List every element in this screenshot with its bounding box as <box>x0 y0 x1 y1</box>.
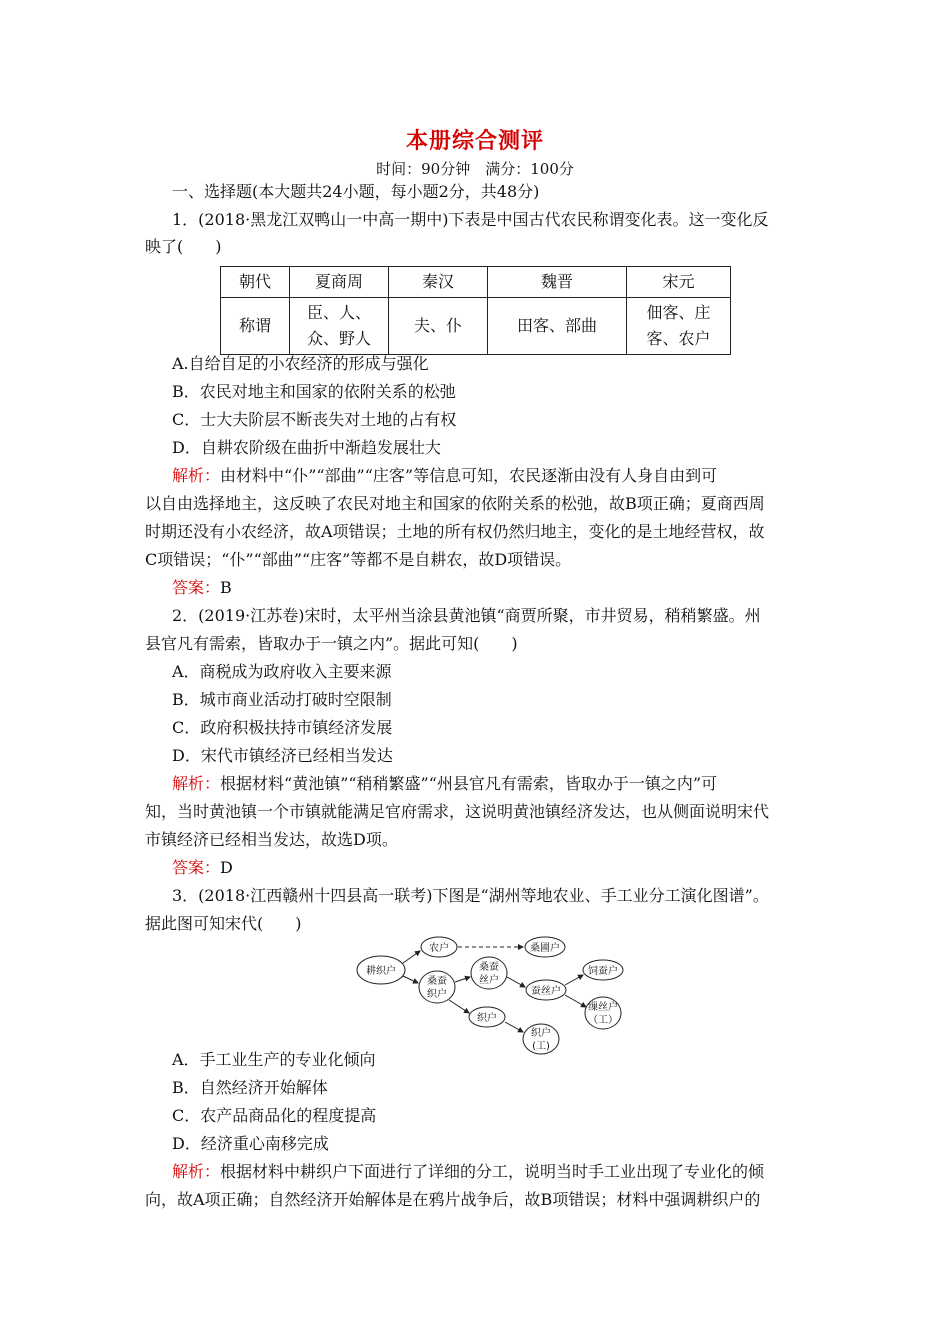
node-label: 织户 <box>477 1013 497 1024</box>
edge <box>403 976 418 983</box>
q2-option-d: D．宋代市镇经济已经相当发达 <box>172 746 393 765</box>
node-label: 桑圃户 <box>530 943 560 954</box>
q3-option-a: A．手工业生产的专业化倾向 <box>172 1050 376 1069</box>
cell-line: 臣、人、 <box>306 303 371 322</box>
node-label: 桑蚕 <box>427 976 447 987</box>
table-cell: 夫、仆 <box>389 298 488 355</box>
q1-option-b: B．农民对地主和国家的依附关系的松弛 <box>172 382 456 401</box>
answer-label: 答案： <box>172 858 221 877</box>
analysis-label: 解析： <box>172 1162 221 1181</box>
q1-stem-line2: 映了( ) <box>145 237 222 256</box>
q2-option-a: A．商税成为政府收入主要来源 <box>172 662 392 681</box>
table-row <box>221 298 731 355</box>
table-cell <box>290 298 389 355</box>
q3-analysis-line1 <box>172 1161 764 1183</box>
node-label: （工） <box>588 1015 618 1026</box>
node-label: 蚕丝户 <box>531 986 561 997</box>
q1-option-a: A.自给自足的小农经济的形成与强化 <box>172 354 429 373</box>
page-title: 本册综合测评 <box>405 128 544 154</box>
node-label: 织户 <box>531 1028 551 1039</box>
analysis-text: 根据材料中耕织户下面进行了详细的分工，说明当时手工业出现了专业化的倾 <box>220 1162 765 1181</box>
cell-line: 佃客、庄 <box>646 303 711 322</box>
q2-stem-line2: 县官凡有需索，皆取办于一镇之内”。据此可知( ) <box>145 634 518 653</box>
q2-option-c: C．政府积极扶持市镇经济发展 <box>172 718 393 737</box>
q1-analysis-line3: 时期还没有小农经济，故A项错误；土地的所有权仍然归地主，变化的是土地经营权，故 <box>145 522 765 541</box>
edge <box>565 995 586 1007</box>
division-of-labor-diagram <box>355 935 625 1055</box>
answer-value: B <box>220 578 232 597</box>
table-cell: 朝代 <box>221 267 290 298</box>
cell-line: 客、农户 <box>646 329 711 348</box>
edge <box>507 977 525 987</box>
node-label: 耕织户 <box>366 966 396 977</box>
table-cell: 秦汉 <box>389 267 488 298</box>
answer-label: 答案： <box>172 578 221 597</box>
node-label: 织户 <box>427 989 447 1000</box>
analysis-text: 根据材料“黄池镇”“稍稍繁盛”“州县官凡有需索，皆取办于一镇之内”可 <box>220 774 718 793</box>
analysis-label: 解析： <box>172 466 221 485</box>
node-label: 缫丝户 <box>588 1002 618 1013</box>
q3-stem-line1: 3．(2018·江西赣州十四县高一联考)下图是“湖州等地农业、手工业分工演化图谱”。 <box>172 886 769 905</box>
table-cell: 宋元 <box>627 267 731 298</box>
q2-stem-line1: 2．(2019·江苏卷)宋时，太平州当涂县黄池镇“商贾所聚，市井贸易，稍稍繁盛。州 <box>172 606 761 625</box>
edge <box>455 977 470 982</box>
q1-stem-line1: 1．(2018·黑龙江双鸭山一中高一期中)下表是中国古代农民称谓变化表。这一变化反 <box>172 210 769 229</box>
exam-time-info: 时间：90分钟 满分：100分 <box>376 160 574 178</box>
peasant-title-table <box>220 266 731 355</box>
table-cell: 称谓 <box>221 298 290 355</box>
q1-analysis-line2: 以自由选择地主，这反映了农民对地主和国家的依附关系的松弛，故B项正确；夏商西周 <box>145 494 765 513</box>
q2-option-b: B．城市商业活动打破时空限制 <box>172 690 392 709</box>
q3-option-c: C．农产品商品化的程度提高 <box>172 1106 377 1125</box>
q1-analysis-line4: C项错误；“仆”“部曲”“庄客”等都不是自耕农，故D项错误。 <box>145 550 572 569</box>
table-cell <box>627 298 731 355</box>
q3-analysis-line2: 向，故A项正确；自然经济开始解体是在鸦片战争后，故B项错误；材料中强调耕织户的 <box>145 1190 761 1209</box>
table-cell: 田客、部曲 <box>488 298 627 355</box>
node-label: 桑蚕 <box>479 962 499 973</box>
node-label: 农户 <box>429 943 449 954</box>
analysis-text: 由材料中“仆”“部曲”“庄客”等信息可知，农民逐渐由没有人身自由到可 <box>220 466 718 485</box>
q2-answer <box>172 857 233 879</box>
edge <box>449 1000 469 1013</box>
q2-analysis-line1 <box>172 773 717 795</box>
node-label: (工) <box>532 1041 550 1052</box>
analysis-label: 解析： <box>172 774 221 793</box>
q3-option-b: B．自然经济开始解体 <box>172 1078 328 1097</box>
answer-value: D <box>220 858 233 877</box>
q3-stem-line2: 据此图可知宋代( ) <box>145 914 302 933</box>
q1-option-c: C．士大夫阶层不断丧失对土地的占有权 <box>172 410 457 429</box>
q1-answer <box>172 577 232 599</box>
node-label: 饲蚕户 <box>588 966 618 977</box>
table-cell: 魏晋 <box>488 267 627 298</box>
q2-analysis-line2: 知，当时黄池镇一个市镇就能满足官府需求，这说明黄池镇经济发达，也从侧面说明宋代 <box>145 802 770 821</box>
edge <box>403 951 420 963</box>
edge <box>565 975 583 985</box>
edge <box>505 1022 523 1032</box>
table-row <box>221 267 731 298</box>
q1-option-d: D．自耕农阶级在曲折中渐趋发展壮大 <box>172 438 441 457</box>
section-heading: 一、选择题(本大题共24小题，每小题2分，共48分) <box>172 182 540 201</box>
q3-option-d: D．经济重心南移完成 <box>172 1134 329 1153</box>
table-cell: 夏商周 <box>290 267 389 298</box>
q2-analysis-line3: 市镇经济已经相当发达，故选D项。 <box>145 830 398 849</box>
cell-line: 众、野人 <box>306 329 371 348</box>
q1-analysis-line1 <box>172 465 717 487</box>
node-label: 丝户 <box>479 975 499 986</box>
